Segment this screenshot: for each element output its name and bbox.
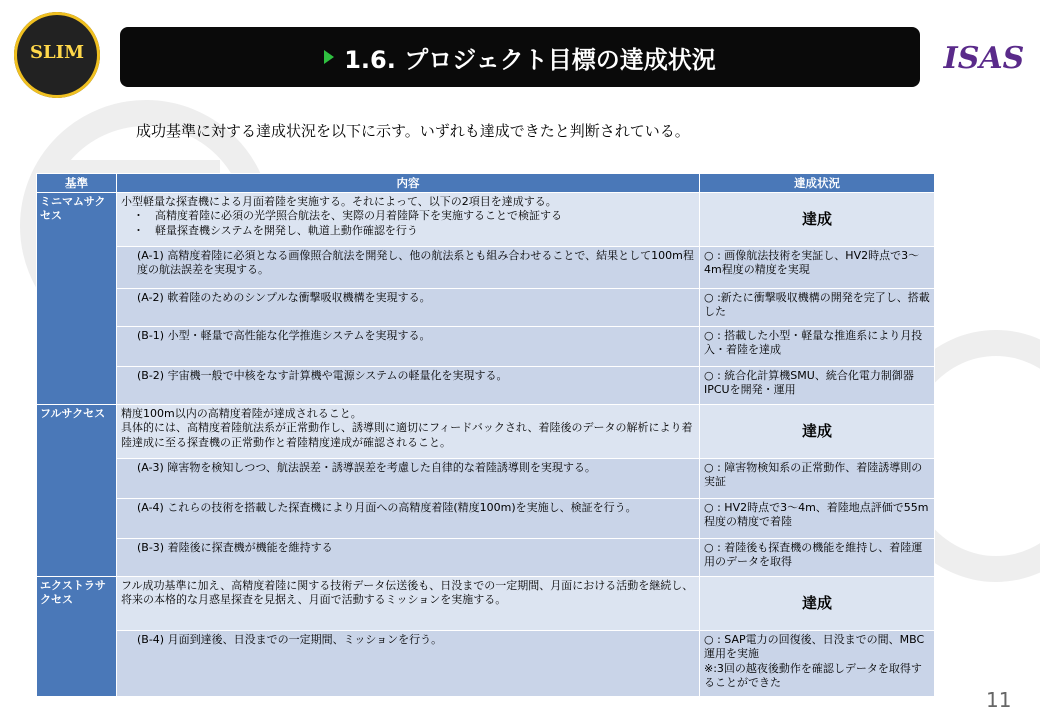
minimum-status: 達成 [700,193,935,247]
table-row [37,367,935,405]
content-cell: (B-4) 月面到達後、日没までの一定期間、ミッションを行う。 [117,631,700,697]
extra-sub-status: ○ : SAP電力の回復後、日没までの間、MBC運用を実施 [704,633,925,661]
minimum-bullet-1: ・ 高精度着陸に必須の光学照合航法を、実際の月着陸降下を実施することで検証する [133,209,562,223]
status-cell: ○ : 着陸後も探査機の機能を維持し、着陸運用のデータを取得 [700,539,935,577]
content-cell: (A-4) これらの技術を搭載した探査機により月面への高精度着陸(精度100m)を実施し、検証を行う。 [117,499,700,539]
status-cell: ○ : 障害物検知系の正常動作、着陸誘導則の実証 [700,459,935,499]
slide-title-bar [120,27,920,87]
status-cell: ○ :新たに衝撃吸収機構の開発を完了し、搭載した [700,289,935,327]
table-row [37,405,935,459]
full-main-text-2: 具体的には、高精度着陸航法系が正常動作し、誘導則に適切にフィードバックされ、着陸後のデータの解析により着陸達成に至る探査機の正常動作と着陸精度達成が確認されること。 [121,421,693,449]
header-criterion: 基準 [37,174,117,193]
content-cell [117,193,700,247]
table-row [37,247,935,289]
full-status: 達成 [700,405,935,459]
slide-title: 1.6. プロジェクト目標の達成状況 [344,45,716,74]
table-row [37,539,935,577]
table-row [37,631,935,697]
content-cell: (B-2) 宇宙機一般で中核をなす計算機や電源システムの軽量化を実現する。 [117,367,700,405]
page-number: 11 [986,688,1012,712]
isas-logo [936,38,1032,78]
criterion-full: フルサクセス [37,405,117,577]
full-main-text-1: 精度100m以内の高精度着陸が達成されること。 [121,407,362,420]
slim-logo-text: SLIM [30,42,84,63]
status-cell: ○ : 画像航法技術を実証し、HV2時点で3～4m程度の精度を実現 [700,247,935,289]
status-cell [700,631,935,697]
table-header-row [37,174,935,193]
table-row [37,289,935,327]
content-cell [117,405,700,459]
extra-status: 達成 [700,577,935,631]
criterion-extra: エクストラサクセス [37,577,117,697]
slim-mission-logo [14,12,100,98]
intro-text: 成功基準に対する達成状況を以下に示す。いずれも達成できたと判断されている。 [136,122,690,140]
content-cell: (A-1) 高精度着陸に必須となる画像照合航法を開発し、他の航法系とも組み合わせることで、結果として100m程度の航法誤差を実現する。 [117,247,700,289]
play-triangle-icon [324,50,334,64]
header-status: 達成状況 [700,174,935,193]
extra-sub-note: ※:3回の越夜後動作を確認しデータを取得することができた [704,661,922,689]
criterion-minimum: ミニマムサクセス [37,193,117,405]
table-row [37,459,935,499]
isas-logo-text: ISAS [943,41,1025,76]
content-cell: (A-2) 軟着陸のためのシンプルな衝撃吸収機構を実現する。 [117,289,700,327]
content-cell: (B-3) 着陸後に探査機が機能を維持する [117,539,700,577]
table-row [37,577,935,631]
content-cell: フル成功基準に加え、高精度着陸に関する技術データ伝送後も、日没までの一定期間、月面における活動を継続し、将来の本格的な月惑星探査を見据え、月面で活動するミッションを実施する。 [117,577,700,631]
table-row [37,327,935,367]
table-row [37,499,935,539]
success-criteria-table [36,173,935,697]
content-cell: (A-3) 障害物を検知しつつ、航法誤差・誘導誤差を考慮した自律的な着陸誘導則を実現する。 [117,459,700,499]
minimum-main-text: 小型軽量な探査機による月面着陸を実施する。それによって、以下の2項目を達成する。 [121,195,557,208]
content-cell: (B-1) 小型・軽量で高性能な化学推進システムを実現する。 [117,327,700,367]
status-cell: ○ : 搭載した小型・軽量な推進系により月投入・着陸を達成 [700,327,935,367]
status-cell: ○ : HV2時点で3～4m、着陸地点評価で55m程度の精度で着陸 [700,499,935,539]
minimum-bullet-2: ・ 軽量探査機システムを開発し、軌道上動作確認を行う [133,223,418,237]
header-content: 内容 [117,174,700,193]
status-cell: ○ : 統合化計算機SMU、統合化電力制御器IPCUを開発・運用 [700,367,935,405]
table-row [37,193,935,247]
